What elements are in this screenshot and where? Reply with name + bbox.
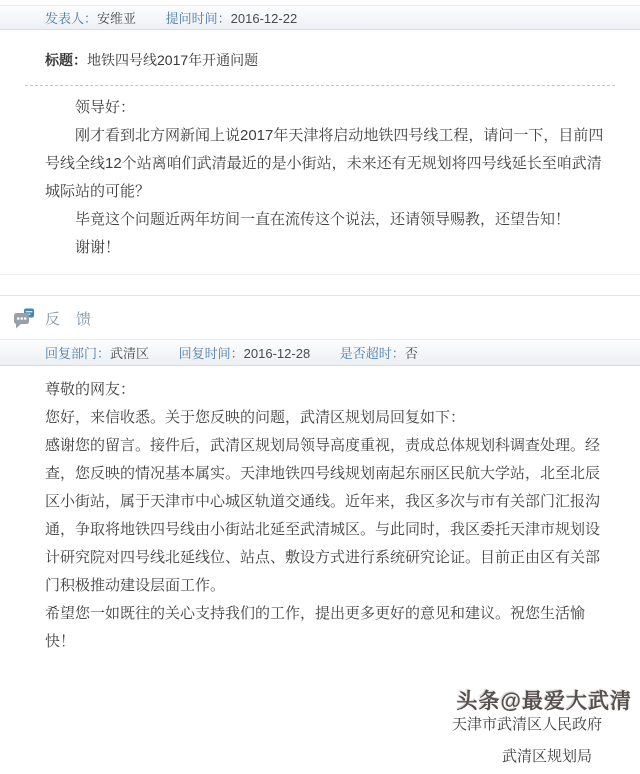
paragraph: 领导好： (75, 99, 136, 116)
question-title (0, 30, 640, 70)
question-title-label: 标题： (45, 52, 87, 68)
question-title-value: 地铁四号线2017年开通问题 (87, 52, 259, 68)
question-body (0, 86, 640, 262)
ask-time-value: 2016-12-22 (230, 11, 298, 26)
poster-value: 安维亚 (97, 11, 137, 26)
reply-dept-value: 武清区 (110, 346, 150, 361)
overdue-label: 是否超时： (339, 346, 405, 361)
paragraph: 毕竟这个问题近两年坊间一直在流传这个说法，还请领导赐教，还望告知！ (75, 211, 571, 228)
overdue-value: 否 (404, 346, 418, 361)
reply-time-value: 2016-12-28 (243, 346, 311, 361)
paragraph: 刚才看到北方网新闻上说2017年天津将启动地铁四号线工程，请问一下，目前四号线全线12个站离咱们武清最近的是小街站，未来还有无规划将四号线延长至咱武清城际站的可能？ (45, 127, 604, 200)
feedback-header (0, 296, 640, 339)
ask-time-label: 提问时间： (165, 11, 231, 26)
reply-body (0, 366, 640, 656)
reply-time-field (179, 346, 311, 361)
poster-label: 发表人： (45, 11, 98, 26)
reply-time-label: 回复时间： (178, 346, 244, 361)
reply-dept-label: 回复部门： (45, 346, 111, 361)
chat-bubbles-icon (12, 306, 36, 330)
paragraph: 您好，来信收悉。关于您反映的问题，武清区规划局回复如下： (45, 409, 466, 426)
paragraph: 尊敬的网友： (45, 381, 136, 398)
feedback-section-title: 反 馈 (45, 310, 98, 328)
watermark-text: 头条@最爱大武清 (456, 690, 632, 713)
paragraph: 谢谢！ (75, 239, 121, 256)
overdue-field (340, 346, 418, 361)
reply-meta-bar (0, 339, 640, 366)
reply-dept-field (45, 346, 149, 361)
paragraph: 感谢您的留言。接件后，武清区规划局领导高度重视，责成总体规划科调查处理。经查，您反映的情况基本属实。天津地铁四号线规划南起东丽区民航大学站，北至北辰区小街站，属于天津市中心城区轨道交通线。近年来，我区多次与市有关部门汇报沟通，争取将地铁四号线由小街站北延至武清城区。与此同时，我区委托天津市规划设计研究院对四号线北延线位、站点、敷设方式进行系统研究论证。目前正由区有关部门积极推动建设层面工作。 (45, 437, 601, 594)
question-section (0, 5, 640, 275)
poster-field (45, 11, 136, 26)
question-meta-bar (0, 5, 640, 30)
signature-government: 天津市武清区人民政府 (451, 716, 602, 733)
signature-bureau: 武清区规划局 (501, 748, 592, 765)
paragraph: 希望您一如既往的关心支持我们的工作，提出更多更好的意见和建议。祝您生活愉快！ (45, 605, 586, 650)
signature-block (0, 710, 640, 774)
ask-time-field (166, 11, 298, 26)
